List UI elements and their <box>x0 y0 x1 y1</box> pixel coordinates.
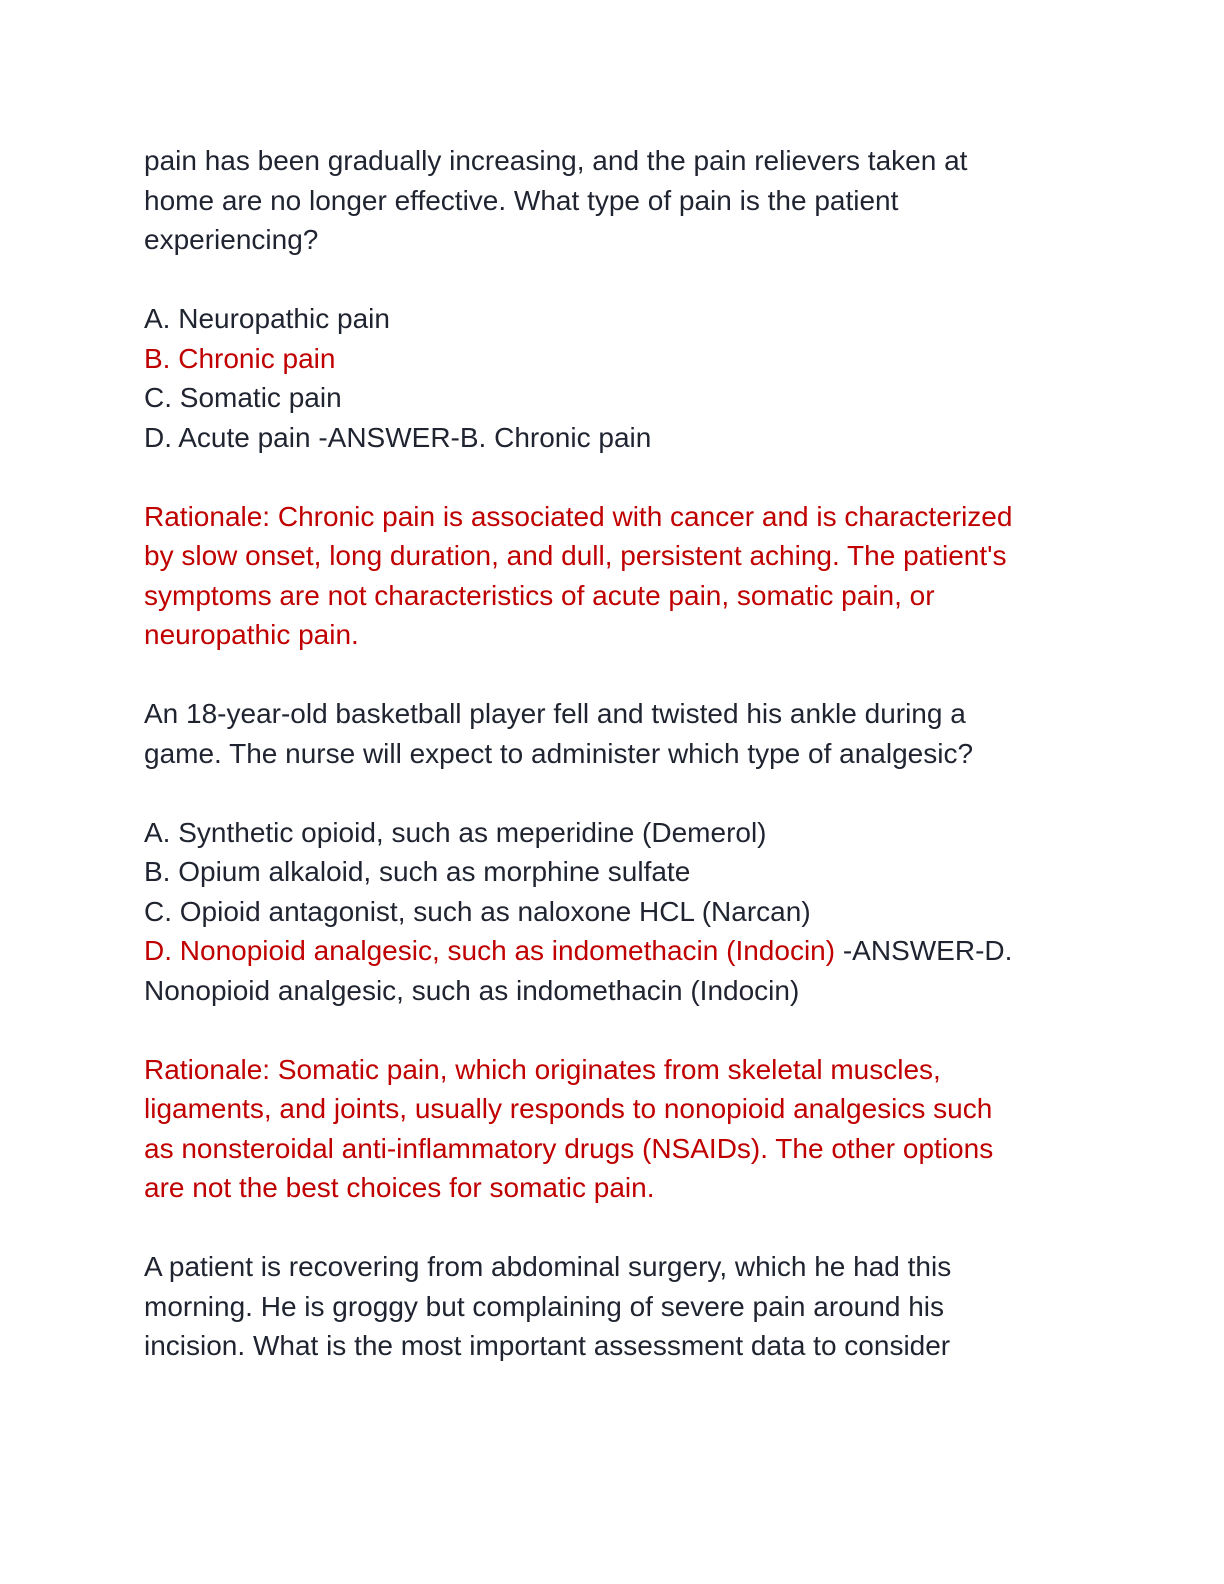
rationale-line: ligaments, and joints, usually responds to nonopioid analgesics such <box>144 1093 993 1124</box>
question-3-stem-line-3: incision. What is the most important assessment data to consider <box>144 1330 951 1361</box>
question-1-stem-line-3: experiencing? <box>144 224 319 255</box>
question-1-option-a: A. Neuropathic pain <box>144 303 390 334</box>
question-2-option-b: B. Opium alkaloid, such as morphine sulfate <box>144 856 691 887</box>
question-2-answer-line-2: Nonopioid analgesic, such as indomethacin (Indocin) <box>144 974 800 1006</box>
question-2 <box>144 694 1084 1208</box>
question-3 <box>144 1247 1084 1366</box>
rationale-line: are not the best choices for somatic pain. <box>144 1172 655 1203</box>
question-2-option-d-correct: D. Nonopioid analgesic, such as indomethacin (Indocin) <box>144 935 836 966</box>
question-1-stem-line-1: pain has been gradually increasing, and the pain relievers taken at <box>144 145 968 176</box>
spacer <box>144 773 1084 813</box>
question-2-stem-line-2: game. The nurse will expect to administer which type of analgesic? <box>144 737 974 769</box>
question-2-rationale <box>144 1050 1084 1208</box>
question-1-option-c: C. Somatic pain <box>144 382 342 413</box>
question-2-option-d-line <box>144 931 1084 971</box>
question-1-rationale <box>144 497 1084 655</box>
question-1-option-b-correct: B. Chronic pain <box>144 342 336 374</box>
question-3-stem-line-2: morning. He is groggy but complaining of severe pain around his <box>144 1290 945 1322</box>
rationale-line: as nonsteroidal anti-inflammatory drugs (NSAIDs). The other options <box>144 1132 994 1164</box>
document-page <box>144 141 1084 1366</box>
spacer <box>144 457 1084 497</box>
spacer <box>144 655 1084 695</box>
question-1-option-d-answer: D. Acute pain -ANSWER-B. Chronic pain <box>144 421 652 453</box>
rationale-line: by slow onset, long duration, and dull, persistent aching. The patient's <box>144 540 1007 571</box>
rationale-line: neuropathic pain. <box>144 619 359 650</box>
question-1 <box>144 141 1084 655</box>
rationale-line: symptoms are not characteristics of acute pain, somatic pain, or <box>144 579 935 611</box>
rationale-line: Rationale: Chronic pain is associated with cancer and is characterized <box>144 500 1013 532</box>
spacer <box>144 1010 1084 1050</box>
question-2-option-a: A. Synthetic opioid, such as meperidine (Demerol) <box>144 816 767 848</box>
question-3-stem-line-1: A patient is recovering from abdominal surgery, which he had this <box>144 1251 952 1282</box>
spacer <box>144 260 1084 300</box>
question-2-option-c: C. Opioid antagonist, such as naloxone HCL (Narcan) <box>144 895 811 927</box>
question-2-stem-line-1: An 18-year-old basketball player fell and twisted his ankle during a <box>144 698 966 729</box>
question-2-answer-suffix: -ANSWER-D. <box>835 935 1013 966</box>
rationale-line: Rationale: Somatic pain, which originates from skeletal muscles, <box>144 1053 941 1085</box>
spacer <box>144 1208 1084 1248</box>
question-1-stem-line-2: home are no longer effective. What type of pain is the patient <box>144 184 899 216</box>
